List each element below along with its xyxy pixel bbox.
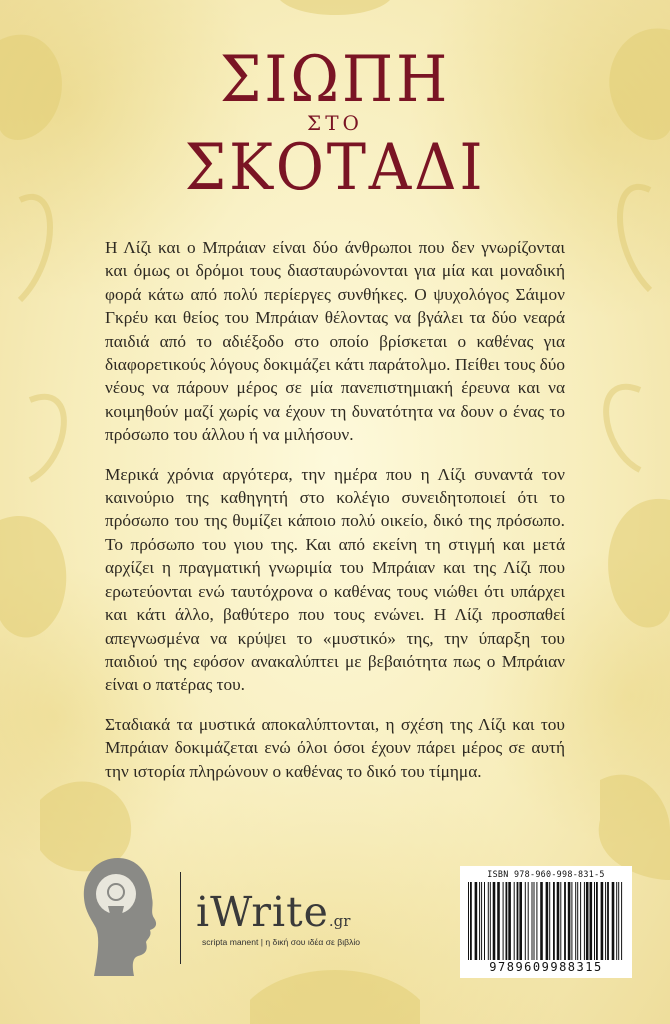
barcode [460,866,632,978]
barcode-bar [577,882,578,960]
barcode-bar [612,882,615,960]
isbn-number: 9789609988315 [489,960,603,974]
barcode-bar [601,882,604,960]
barcode-bar [479,882,480,960]
barcode-bar [536,882,537,960]
barcode-bar [493,882,496,960]
barcode-bar [488,882,489,960]
barcode-bar [546,882,549,960]
barcode-bar [594,882,595,960]
book-title [0,43,670,205]
barcode-bar [475,882,478,960]
barcode-bars [466,882,626,960]
barcode-bar [470,882,472,960]
barcode-bar [607,882,609,960]
barcode-bar [540,882,543,960]
title-line-2: ΣΤΟ [307,111,363,135]
barcode-bar [590,882,593,960]
barcode-bar [575,882,576,960]
publisher-logo [70,850,450,990]
barcode-bar [580,882,581,960]
barcode-bar [568,882,571,960]
barcode-bar [616,882,617,960]
barcode-bar [484,882,485,960]
publisher-domain-suffix: .gr [328,912,351,930]
barcode-bar [497,882,500,960]
publisher-name-text: iWrite [196,888,329,936]
barcode-bar [534,882,535,960]
barcode-bar [586,882,589,960]
barcode-bar [468,882,469,960]
barcode-bar [506,882,508,960]
barcode-bar [553,882,555,960]
blurb [105,236,565,799]
barcode-bar [560,882,561,960]
barcode-bar [564,882,566,960]
barcode-bar [532,882,533,960]
barcode-bar [571,882,572,960]
title-line-3: ΣΚΟΤΑΔΙ [184,131,486,205]
blurb-paragraph: Μερικά χρόνια αργότερα, την ημέρα που η Λίζι συναντά τον καινούριο της καθηγητή στο κολέγιο συνειδητοποιεί ότι το πρόσωπο του της θυμίζει κάποιο πολύ οικείο, δικό της πρόσωπο. Το πρόσωπο του γιου της. Και από εκείνη τη στιγμή και μετά αρχίζει η πραγματική γνωριμία του Μπράιαν και της Λίζι που ερωτεύονται ενώ ταυτόχρονα ο καθένας τους νιώθει ότι υπάρχει και κάτι άλλο, βαθύτερο που τους ενώνει. Η Λίζι προσπαθεί απεγνωσμένα να κρύψει το «μυστικό» της, την ύπαρξη του παιδιού της εφόσον ανακαλύπτει με βεβαιότητα πως ο Μπράιαν είναι ο πατέρας του. [105,464,565,695]
barcode-bar [584,882,585,960]
barcode-bar [519,882,522,960]
blurb-paragraph: Η Λίζι και ο Μπράιαν είναι δύο άνθρωποι που δεν γνωρίζονται και όμως οι δρόμοι τους διασταυρώνονται για μία και μοναδική φορά κάτω από πολύ περίεργες συνθήκες. Ο ψυχολόγος Σάιμον Γκρέυ και θείος του Μπράιαν θέλοντας να βγάλει τα δύο νεαρά παιδιά από το αδιέξοδο στο οποίο βρίσκεται ο καθένας για διαφορετικούς λόγους δοκιμάζει κάτι παράτολμο. Πείθει τους δύο νέους να πάρουν μέρος σε μία πανεπιστημιακή έρευνα και να κοιμηθούν μαζί χωρίς να έχουν τη δυνατότητα να δουν ο ένας το πρόσωπο του άλλου ή να μιλήσουν. [105,238,565,445]
barcode-bar [605,882,606,960]
barcode-bar [596,882,598,960]
barcode-bar [514,882,515,960]
logo-divider [180,872,181,964]
barcode-bar [549,882,550,960]
publisher-tagline: scripta manent | η δική σου ιδέα σε βιβλίο [202,937,361,947]
barcode-bar [481,882,482,960]
barcode-bar [528,882,529,960]
barcode-bar [503,882,504,960]
blurb-paragraph: Σταδιακά τα μυστικά αποκαλύπτονται, η σχέση της Λίζι και του Μπράιαν δοκιμάζεται ενώ όλοι όσοι έχουν πάρει μέρος σε αυτή την ιστορία πληρώνουν ο καθένας το δικό του τίμημα. [105,714,565,781]
barcode-bar [525,882,526,960]
barcode-bar [508,882,511,960]
head-lightbulb-icon [78,854,164,980]
barcode-bar [557,882,560,960]
barcode-bar [517,882,519,960]
barcode-bar [618,882,619,960]
title-line-1: ΣΙΩΠΗ [219,43,451,117]
publisher-name [196,888,350,936]
barcode-bar [490,882,491,960]
barcode-bar [621,882,622,960]
isbn-label: ISBN 978-960-998-831-5 [487,869,605,879]
